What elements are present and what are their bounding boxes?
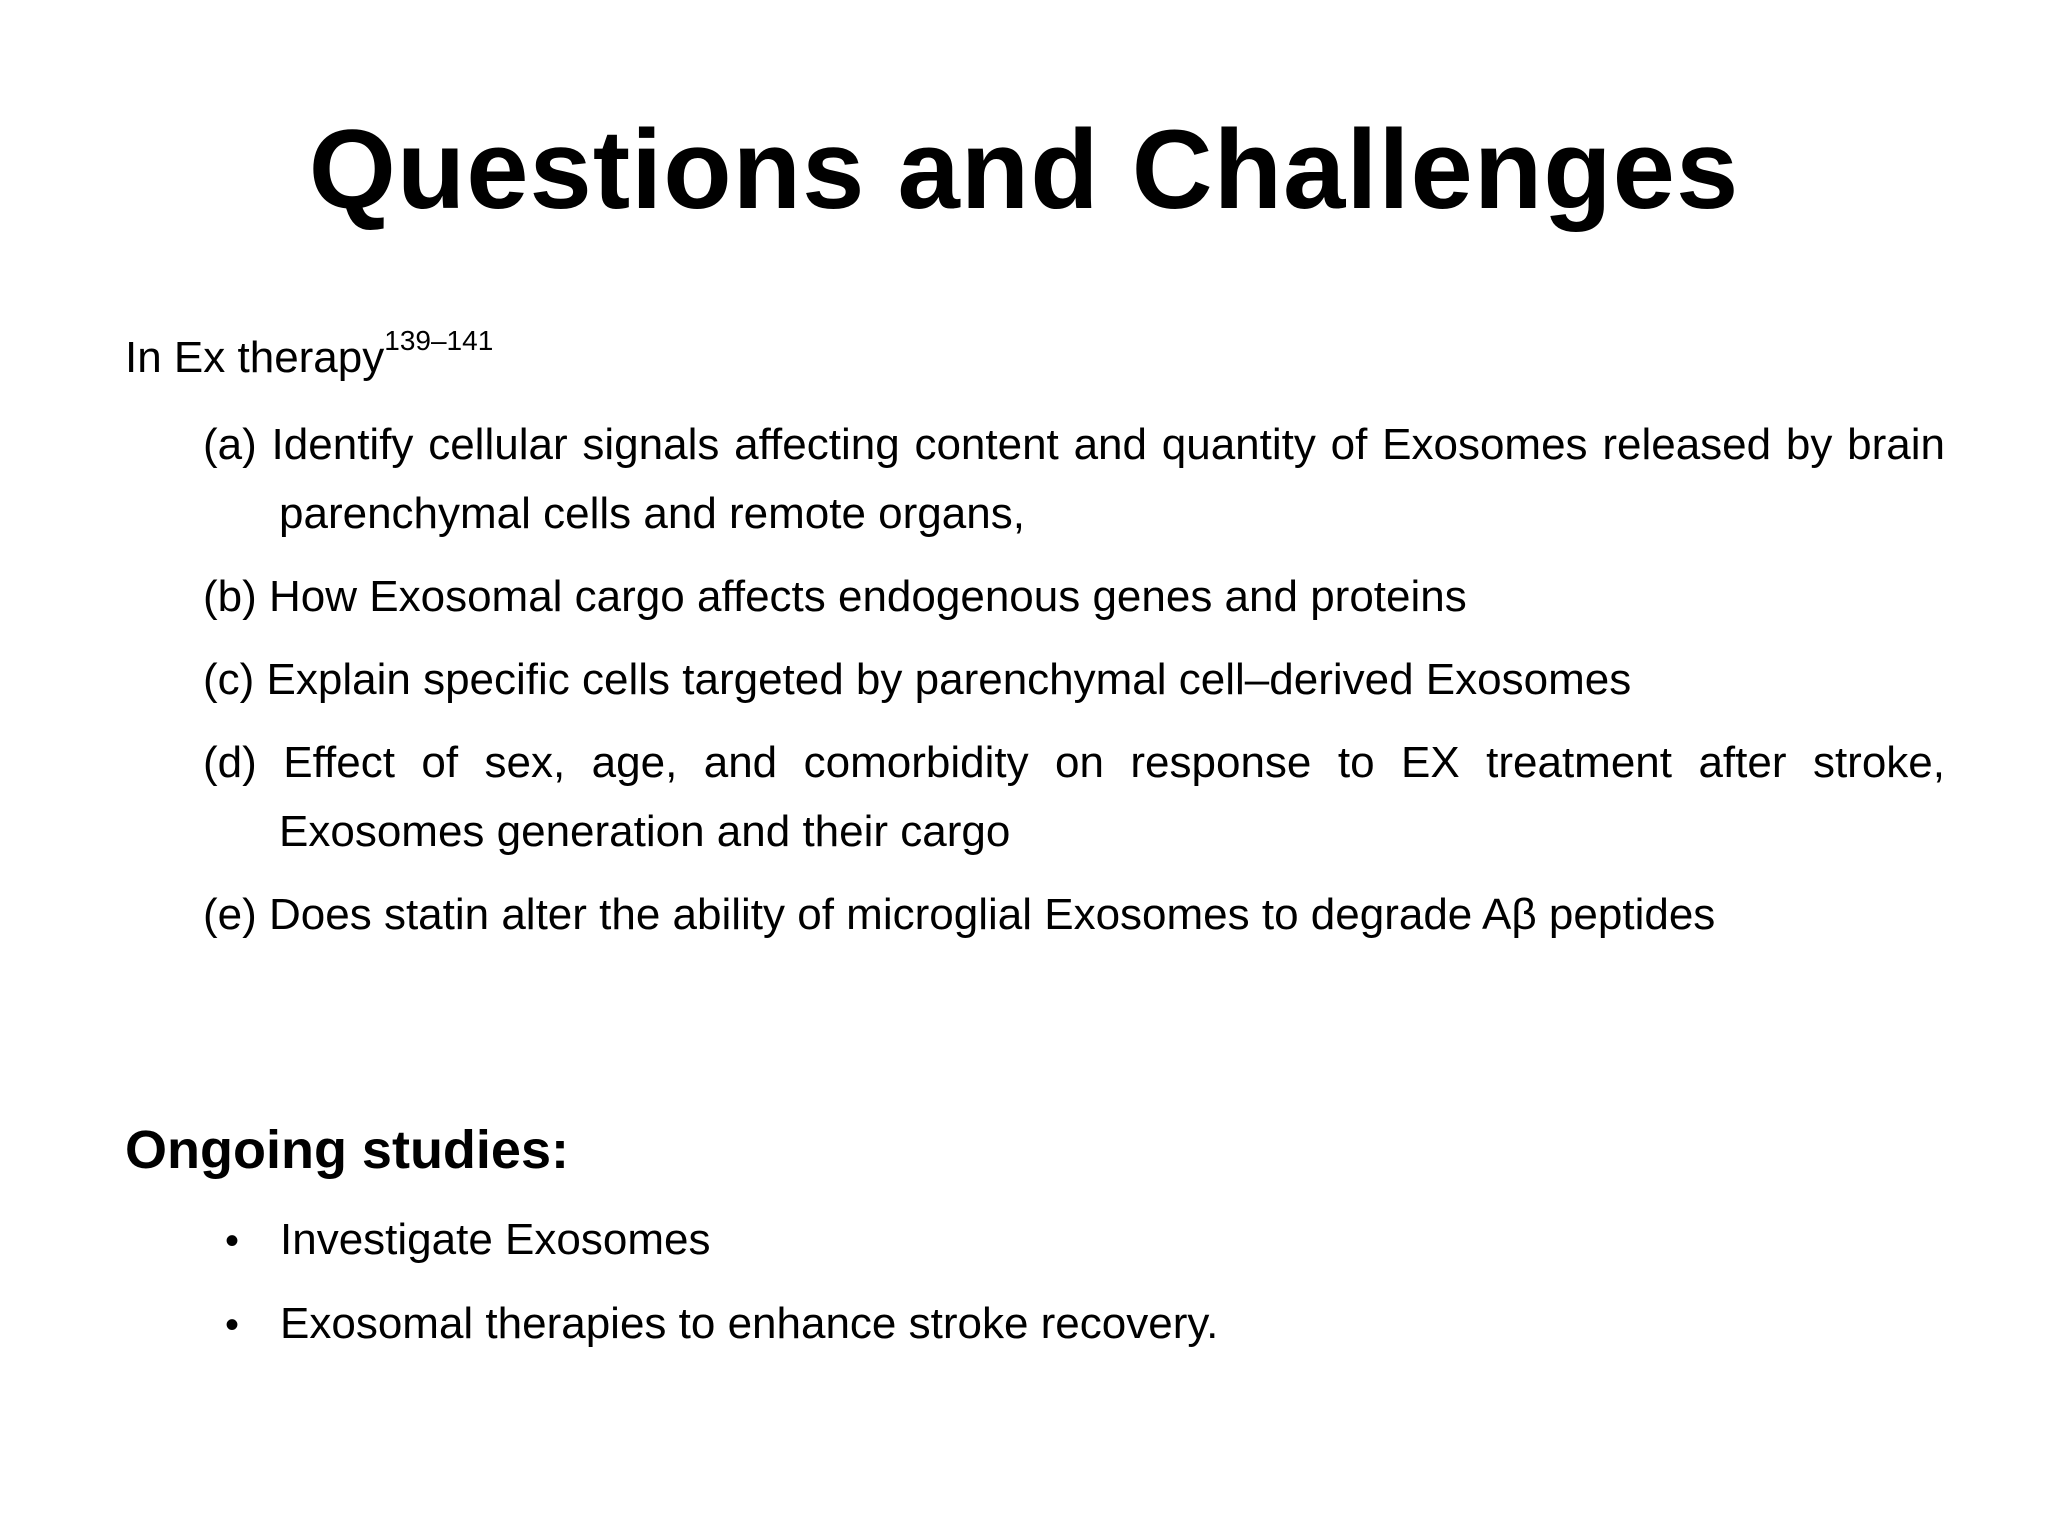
ongoing-studies-heading: Ongoing studies: [125,1120,569,1180]
bullet-icon: • [225,1303,240,1347]
intro-citation: 139–141 [384,325,494,357]
question-item-a: (a) Identify cellular signals affecting content and quantity of Exosomes released by brain parenchymal cells and remote organs, [203,420,1945,538]
ongoing-studies-list [225,1210,1218,1378]
question-item-b: (b) How Exosomal cargo affects endogenous genes and proteins [203,572,1467,621]
question-item-c: (c) Explain specific cells targeted by parenchymal cell–derived Exosomes [203,655,1632,704]
intro-line [125,325,494,386]
question-item-d: (d) Effect of sex, age, and comorbidity on response to EX treatment after stroke, Exosomes generation and their cargo [203,738,1945,856]
bullet-icon: • [225,1219,240,1263]
list-item [225,1210,1218,1271]
questions-list [203,410,1945,963]
question-item-e: (e) Does statin alter the ability of microglial Exosomes to degrade Aβ peptides [203,890,1716,939]
list-item-text: Exosomal therapies to enhance stroke recovery. [280,1299,1219,1348]
intro-text: In Ex therapy [125,333,385,382]
list-item [225,1294,1218,1355]
list-item-text: Investigate Exosomes [280,1215,711,1264]
slide-title: Questions and Challenges [308,107,1740,232]
